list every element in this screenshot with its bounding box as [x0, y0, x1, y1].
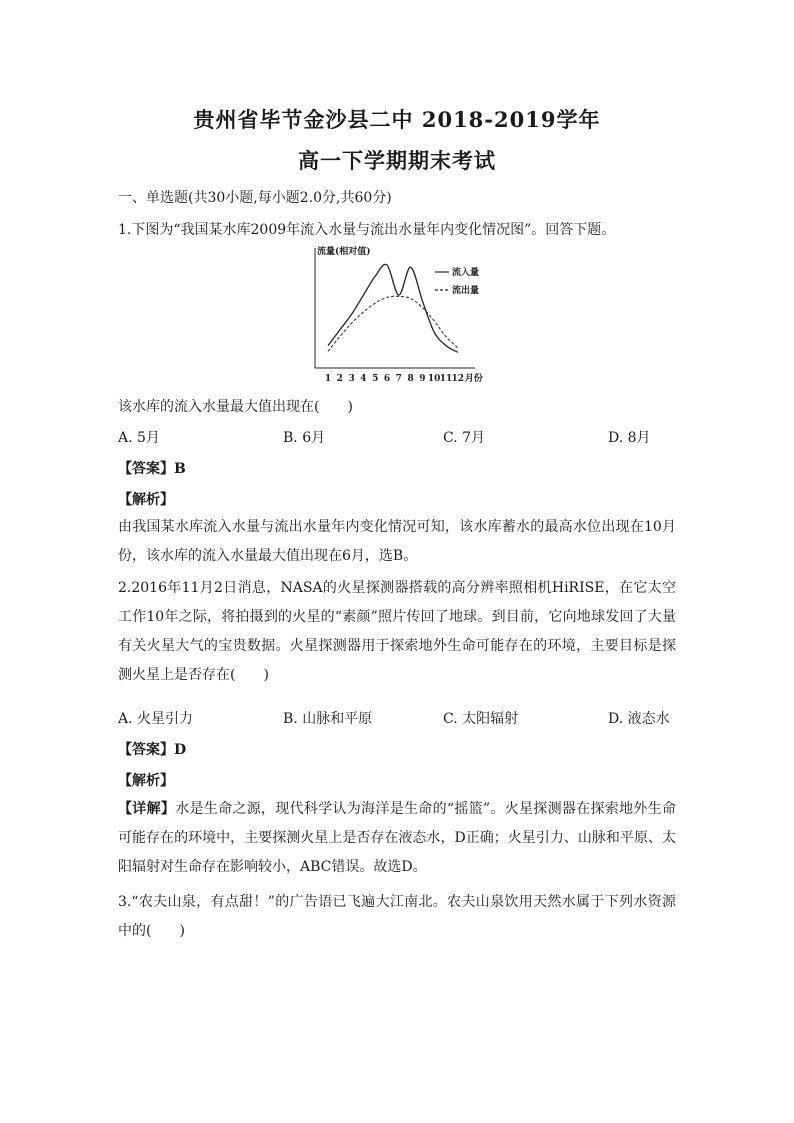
x-tick-label: 4 [360, 374, 367, 384]
flow-chart [305, 240, 505, 388]
q1-stem: 1.下图为“我国某水库2009年流入水量与流出水量年内变化情况图”。回答下题。 [118, 222, 616, 238]
q1-analysis-label: 【解析】 [118, 492, 174, 508]
legend-label-1: 流入量 [452, 268, 480, 278]
x-tick-label: 8 [407, 374, 414, 384]
x-tick-label: 5 [372, 374, 379, 384]
q2-detail [118, 795, 676, 882]
q2-option-d[interactable]: D. 液态水 [608, 711, 670, 727]
q1-option-a[interactable]: A. 5月 [118, 430, 160, 446]
x-tick-label: 7 [395, 374, 402, 384]
q1-option-d[interactable]: D. 8月 [608, 430, 651, 446]
x-tick-label: 9 [419, 374, 426, 384]
title-line-2: 高一下学期期末考试 [298, 148, 496, 173]
q1-option-b[interactable]: B. 6月 [283, 430, 326, 446]
q1-answer: 【答案】B [118, 461, 186, 477]
q3-stem: 3.“农夫山泉，有点甜！”的广告语已飞遍大江南北。农夫山泉饮用天然水属于下列水资源中的( ) [118, 894, 676, 939]
x-tick-label: 6 [383, 374, 391, 384]
section-heading: 一、单选题(共30小题,每小题2.0分,共60分) [118, 190, 392, 206]
x-axis-label: 月份 [464, 374, 483, 384]
q2-answer: 【答案】D [118, 742, 187, 758]
legend-label-2: 流出量 [452, 286, 480, 296]
q2-stem: 2.2016年11月2日消息，NASA的火星探测器搭载的高分辨率照相机HiRISE，在它太空工作10年之际，将拍摄到的火星的“素颜”照片传回了地球。到目前，它向地球发回了大量有关火星大气的宝贵数据。火星探测器用于探索地外生命可能存在的环境，主要目标是探测火星上是否存在( ) [118, 580, 676, 683]
q2-option-c[interactable]: C. 太阳辐射 [443, 711, 519, 727]
q2-analysis-label: 【解析】 [118, 773, 174, 789]
series-line-2 [328, 296, 458, 351]
q1-analysis-text: 由我国某水库流入水量与流出水量年内变化情况可知，该水库蓄水的最高水位出现在10月份，该水库的流入水量最大值出现在6月，选B。 [118, 519, 676, 564]
q1-option-c[interactable]: C. 7月 [443, 430, 486, 446]
x-tick-label: 1 [324, 374, 332, 384]
x-tick-label: 10 [427, 374, 441, 384]
title-line-1: 贵州省毕节金沙县二中 2018-2019学年 [193, 107, 601, 132]
q2-detail-text: 水是生命之源，现代科学认为海洋是生命的“摇篮”。火星探测器在探索地外生命可能存在的环境中，主要探测火星上是否存在液态水，D正确；火星引力、山脉和平原、太阳辐射对生命存在影响较小，ABC错误。故选D。 [118, 801, 677, 875]
q2-option-a[interactable]: A. 火星引力 [118, 711, 194, 727]
y-axis-label: 流量(相对值) [317, 247, 371, 257]
q2-detail-label: 【详解】 [118, 801, 176, 817]
series-line-1 [328, 264, 458, 352]
q1-question: 该水库的流入水量最大值出现在( ) [118, 399, 353, 415]
x-tick-label: 2 [336, 374, 343, 384]
x-tick-label: 11 [439, 374, 453, 384]
q2-option-b[interactable]: B. 山脉和平原 [283, 711, 373, 727]
x-tick-label: 3 [348, 374, 355, 384]
x-tick-label: 12 [451, 374, 465, 384]
